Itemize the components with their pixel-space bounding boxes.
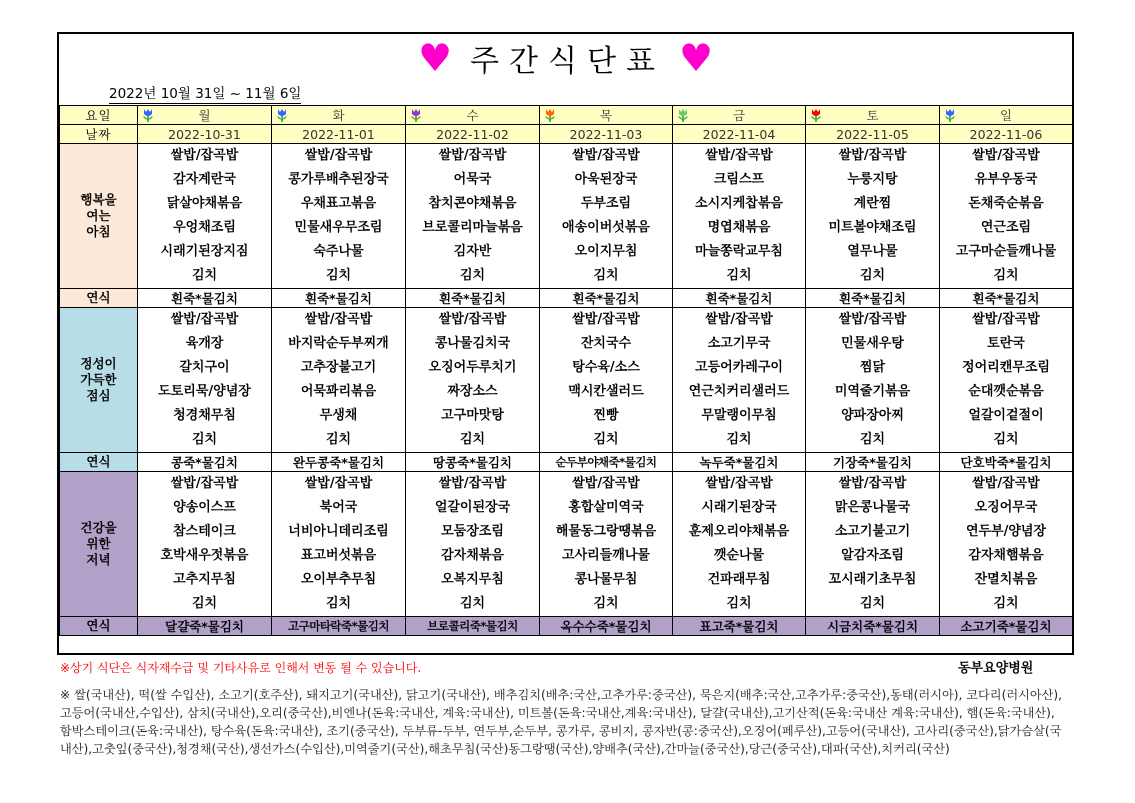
- menu-item: 쌀밥/잡곡밥: [838, 312, 907, 327]
- date-cell: 2022-11-06: [940, 125, 1073, 144]
- menu-item: 민물새우무조림: [294, 220, 383, 235]
- dinner-menu-cell: [540, 472, 673, 617]
- breakfast-menu-cell: [138, 144, 272, 289]
- day-header-cell: [272, 106, 406, 125]
- date-cell: 2022-11-03: [540, 125, 673, 144]
- menu-item: 육개장: [185, 336, 224, 351]
- menu-item: 참치콘야채볶음: [428, 196, 517, 211]
- breakfast-menu-cell: [940, 144, 1073, 289]
- menu-item: 김치: [859, 268, 886, 283]
- menu-item: 오징어무국: [974, 500, 1038, 515]
- menu-item: 김치: [726, 268, 752, 283]
- menu-item: 김치: [459, 596, 486, 611]
- menu-item: 오징어두루치기: [428, 360, 517, 375]
- dinner-menu-cell: [406, 472, 540, 617]
- menu-item: 쌀밥/잡곡밥: [170, 476, 239, 491]
- soft-diet-cell: 흰죽*물김치: [673, 289, 806, 308]
- menu-item: 호박새우젓볶음: [160, 548, 249, 563]
- flower-icon: [676, 108, 690, 122]
- menu-item: 청경채무침: [173, 408, 236, 423]
- menu-item: 얼갈이된장국: [434, 500, 511, 515]
- menu-item: 연근조림: [980, 220, 1032, 235]
- menu-item: 갈치구이: [179, 360, 230, 375]
- menu-item: 양송이스프: [173, 500, 236, 515]
- menu-item: 홍합살미역국: [568, 500, 644, 515]
- menu-item: 미트볼야채조림: [828, 220, 917, 235]
- menu-item: 훈제오리야채볶음: [688, 524, 790, 539]
- lunch-menu-cell: [940, 308, 1073, 453]
- lunch-menu-cell: [406, 308, 540, 453]
- soft-diet-cell: 표고죽*물김치: [673, 617, 806, 636]
- menu-frame: [57, 32, 1074, 655]
- menu-item: 짜장소스: [447, 384, 498, 399]
- day-name: 토: [866, 108, 879, 123]
- menu-item: 어묵국: [453, 172, 492, 187]
- menu-item: 쌀밥/잡곡밥: [572, 476, 640, 491]
- day-header-cell: [806, 106, 940, 125]
- menu-item: 민물새우탕: [841, 336, 904, 351]
- menu-item: 숙주나물: [313, 244, 364, 259]
- lunch-menu-cell: [138, 308, 272, 453]
- menu-item: 브로콜리마늘볶음: [422, 220, 523, 235]
- soft-diet-cell: 순두부야채죽*물김치: [540, 453, 673, 472]
- menu-item: 쌀밥/잡곡밥: [304, 476, 373, 491]
- menu-item: 쌀밥/잡곡밥: [304, 148, 373, 163]
- menu-item: 오복지무침: [441, 572, 504, 587]
- breakfast-menu-cell: [806, 144, 940, 289]
- menu-item: 콩나물무침: [574, 572, 638, 587]
- menu-item: 김치: [191, 596, 218, 611]
- menu-item: 고추지무침: [173, 572, 236, 587]
- menu-item: 양파장아찌: [841, 408, 904, 423]
- corner-date-label: 날짜: [60, 125, 138, 144]
- flower-icon: [275, 108, 289, 122]
- menu-item: 김치: [859, 596, 886, 611]
- menu-item: 김치: [191, 268, 218, 283]
- menu-item: 쌀밥/잡곡밥: [838, 148, 907, 163]
- date-cell: 2022-11-02: [406, 125, 540, 144]
- menu-item: 두부조림: [580, 196, 632, 211]
- soft-diet-cell: 흰죽*물김치: [406, 289, 540, 308]
- dinner-label: 건강을 위한 저녁: [60, 472, 138, 617]
- date-cell: 2022-11-04: [673, 125, 806, 144]
- menu-item: 바지락순두부찌개: [288, 336, 389, 351]
- heart-icon: ♥: [417, 36, 453, 80]
- soft-diet-cell: 땅콩죽*물김치: [406, 453, 540, 472]
- soft-diet-cell: 흰죽*물김치: [806, 289, 940, 308]
- menu-item: 맑은콩나물국: [834, 500, 911, 515]
- menu-item: 고추장불고기: [300, 360, 377, 375]
- day-name: 수: [466, 108, 479, 123]
- day-header-cell: [940, 106, 1073, 125]
- menu-item: 쌀밥/잡곡밥: [170, 148, 239, 163]
- change-notice: ※상기 식단은 식자재수급 및 기타사유로 인해서 변동 될 수 있습니다.: [60, 661, 422, 675]
- day-header-cell: [673, 106, 806, 125]
- menu-item: 찜닭: [859, 360, 886, 375]
- menu-item: 김치: [726, 596, 752, 611]
- flower-icon: [409, 108, 423, 122]
- date-cell: 2022-11-01: [272, 125, 406, 144]
- flower-icon: [141, 108, 155, 122]
- menu-item: 김치: [993, 268, 1019, 283]
- soft-diet-label: 연식: [60, 453, 138, 472]
- breakfast-soft-diet-row: [60, 289, 1073, 308]
- menu-item: 도토리묵/양념장: [158, 384, 251, 399]
- menu-item: 토란국: [987, 336, 1025, 351]
- menu-item: 연근치커리샐러드: [688, 384, 790, 399]
- menu-item: 시래기된장지짐: [160, 244, 249, 259]
- menu-item: 김치: [993, 432, 1019, 447]
- soft-diet-label: 연식: [60, 617, 138, 636]
- menu-item: 잔치국수: [580, 336, 632, 351]
- menu-item: 쌀밥/잡곡밥: [572, 148, 640, 163]
- menu-item: 표고버섯볶음: [300, 548, 377, 563]
- lunch-soft-diet-row: [60, 453, 1073, 472]
- menu-item: 소고기불고기: [834, 524, 911, 539]
- lunch-menu-cell: [272, 308, 406, 453]
- soft-diet-label: 연식: [60, 289, 138, 308]
- soft-diet-cell: 흰죽*물김치: [138, 289, 272, 308]
- breakfast-row: [60, 144, 1073, 289]
- soft-diet-cell: 고구마타락죽*물김치: [272, 617, 406, 636]
- menu-item: 쌀밥/잡곡밥: [705, 148, 773, 163]
- menu-item: 순대깻순볶음: [968, 384, 1044, 399]
- menu-item: 고구마순들깨나물: [955, 244, 1057, 259]
- origin-info: ※ 쌀(국내산), 떡(쌀 수입산), 소고기(호주산), 돼지고기(국내산), 닭고기(국내산), 배추김치(배추:국산,고추가루:중국산), 묵은지(배추:국산,고추가루:중국산),동태(러시아), 코다리(러시아산), 고등어(국내산,수입산), 삼치(국내산),오리(중국산),비엔나(돈육:국내산, 계육:국내산), 미트볼(돈육:국내산,계육:국내산), 달걀(국내산),고기산적(돈육:국내산 계육:국내산), 햄(돈육:국내산), 함박스테이크(돈육:국내산), 탕수육(돈육:국내산), 조기(중국산), 두부류-두부, 연두부,순두부, 콩가루, 콩비지, 콩자반(콩:중국산),오징어(페루산),고등어(국내산), 고사리(중국산),닭가슴살(국내산),고춧잎(중국산),청경채(국산),생선가스(수입산),미역줄기(국산),해초무침(국산)동그랑땡(국산),양배추(국산),간마늘(중국산),당근(중국산),대파(국산),치커리(국산): [60, 688, 1063, 756]
- menu-item: 김치: [459, 432, 486, 447]
- menu-item: 쌀밥/잡곡밥: [438, 148, 507, 163]
- menu-item: 콩가루배추된장국: [288, 172, 389, 187]
- menu-item: 마늘쫑락교무침: [695, 244, 783, 259]
- day-name: 일: [999, 108, 1013, 123]
- menu-item: 모둠장조림: [441, 524, 504, 539]
- menu-item: 쌀밥/잡곡밥: [170, 312, 239, 327]
- page-title: 주간식단표: [470, 44, 665, 79]
- flower-icon: [943, 108, 957, 122]
- day-header-cell: [540, 106, 673, 125]
- menu-item: 김치: [593, 268, 619, 283]
- menu-item: 감자채햄볶음: [968, 548, 1044, 563]
- heart-icon: ♥: [678, 36, 714, 80]
- menu-item: 소고기무국: [707, 336, 771, 351]
- menu-item: 고구마맛탕: [441, 408, 504, 423]
- breakfast-menu-cell: [540, 144, 673, 289]
- menu-item: 애송이버섯볶음: [562, 220, 650, 235]
- menu-item: 김치: [325, 268, 352, 283]
- menu-item: 쌀밥/잡곡밥: [972, 476, 1040, 491]
- menu-item: 맥시칸샐러드: [568, 384, 644, 399]
- soft-diet-cell: 시금치죽*물김치: [806, 617, 940, 636]
- menu-item: 김치: [593, 432, 619, 447]
- menu-item: 김치: [593, 596, 619, 611]
- soft-diet-cell: 콩죽*물김치: [138, 453, 272, 472]
- menu-item: 알감자조림: [841, 548, 904, 563]
- menu-item: 무생채: [319, 408, 358, 423]
- menu-item: 쌀밥/잡곡밥: [705, 312, 773, 327]
- lunch-menu-cell: [806, 308, 940, 453]
- menu-item: 연두부/양념장: [965, 524, 1047, 539]
- soft-diet-cell: 달걀죽*물김치: [138, 617, 272, 636]
- lunch-label: 정성이 가득한 점심: [60, 308, 138, 453]
- menu-item: 감자채볶음: [441, 548, 504, 563]
- dinner-soft-diet-row: [60, 617, 1073, 636]
- menu-item: 건파래무침: [707, 572, 771, 587]
- menu-item: 쌀밥/잡곡밥: [838, 476, 907, 491]
- menu-item: 쌀밥/잡곡밥: [304, 312, 373, 327]
- breakfast-label: 행복을 여는 아침: [60, 144, 138, 289]
- menu-item: 해물동그랑땡볶음: [555, 524, 657, 539]
- soft-diet-cell: 단호박죽*물김치: [940, 453, 1073, 472]
- breakfast-menu-cell: [406, 144, 540, 289]
- menu-item: 닭살야채볶음: [166, 196, 243, 211]
- menu-item: 잔멸치볶음: [974, 572, 1038, 587]
- flower-icon: [543, 108, 557, 122]
- menu-item: 돈채죽순볶음: [968, 196, 1044, 211]
- menu-item: 어묵꽈리볶음: [300, 384, 377, 399]
- dinner-menu-cell: [673, 472, 806, 617]
- day-name: 목: [599, 108, 613, 123]
- menu-item: 명엽채볶음: [707, 220, 771, 235]
- menu-item: 쌀밥/잡곡밥: [972, 312, 1040, 327]
- date-range: 2022년 10월 31일 ~ 11월 6일: [109, 86, 302, 102]
- menu-item: 꼬시래기초무침: [828, 572, 917, 587]
- lunch-menu-cell: [540, 308, 673, 453]
- menu-item: 시래기된장국: [701, 500, 777, 515]
- menu-item: 찐빵: [593, 408, 619, 423]
- menu-item: 참스테이크: [173, 524, 236, 539]
- menu-item: 소시지케찹볶음: [695, 196, 783, 211]
- day-name: 금: [732, 108, 746, 123]
- corner-day-label: 요일: [60, 106, 138, 125]
- menu-item: 김치: [325, 432, 352, 447]
- menu-item: 오이부추무침: [300, 572, 377, 587]
- menu-item: 무말랭이무침: [701, 408, 777, 423]
- soft-diet-cell: 흰죽*물김치: [272, 289, 406, 308]
- menu-item: 감자계란국: [173, 172, 236, 187]
- menu-item: 우엉채조림: [173, 220, 236, 235]
- menu-item: 김치: [859, 432, 886, 447]
- menu-item: 유부우동국: [974, 172, 1038, 187]
- menu-item: 김치: [325, 596, 352, 611]
- menu-item: 미역줄기볶음: [834, 384, 911, 399]
- dinner-menu-cell: [138, 472, 272, 617]
- day-name: 화: [332, 108, 345, 123]
- dinner-menu-cell: [940, 472, 1073, 617]
- soft-diet-cell: 완두콩죽*물김치: [272, 453, 406, 472]
- date-cell: 2022-11-05: [806, 125, 940, 144]
- soft-diet-cell: 기장죽*물김치: [806, 453, 940, 472]
- menu-item: 우채표고볶음: [300, 196, 377, 211]
- menu-item: 북어국: [319, 500, 358, 515]
- menu-item: 쌀밥/잡곡밥: [572, 312, 640, 327]
- menu-item: 너비아니데리조림: [288, 524, 389, 539]
- menu-item: 얼갈이겉절이: [968, 408, 1044, 423]
- lunch-row: [60, 308, 1073, 453]
- hospital-name: 동부요양병원: [958, 661, 1034, 676]
- menu-item: 콩나물김치국: [434, 336, 511, 351]
- title-row: [59, 34, 1072, 82]
- menu-item: 고사리들깨나물: [562, 548, 650, 563]
- weekly-menu-table: [59, 105, 1073, 636]
- day-header-cell: [406, 106, 540, 125]
- date-cell: 2022-10-31: [138, 125, 272, 144]
- menu-item: 열무나물: [847, 244, 898, 259]
- soft-diet-cell: 소고기죽*물김치: [940, 617, 1073, 636]
- menu-item: 김치: [726, 432, 752, 447]
- date-header-row: [60, 125, 1073, 144]
- breakfast-menu-cell: [272, 144, 406, 289]
- menu-item: 탕수육/소스: [572, 360, 640, 375]
- menu-item: 쌀밥/잡곡밥: [438, 312, 507, 327]
- menu-item: 쌀밥/잡곡밥: [705, 476, 773, 491]
- day-header-cell: [138, 106, 272, 125]
- menu-item: 계란찜: [853, 196, 892, 211]
- menu-item: 김치: [459, 268, 486, 283]
- menu-item: 아욱된장국: [574, 172, 638, 187]
- dinner-menu-cell: [272, 472, 406, 617]
- day-name: 월: [198, 108, 211, 123]
- day-header-row: [60, 106, 1073, 125]
- menu-item: 김자반: [453, 244, 492, 259]
- menu-item: 깻순나물: [713, 548, 765, 563]
- soft-diet-cell: 옥수수죽*물김치: [540, 617, 673, 636]
- dinner-row: [60, 472, 1073, 617]
- menu-item: 고등어카레구이: [695, 360, 783, 375]
- soft-diet-cell: 흰죽*물김치: [540, 289, 673, 308]
- menu-item: 김치: [191, 432, 218, 447]
- dinner-menu-cell: [806, 472, 940, 617]
- menu-item: 쌀밥/잡곡밥: [972, 148, 1040, 163]
- menu-item: 쌀밥/잡곡밥: [438, 476, 507, 491]
- soft-diet-cell: 흰죽*물김치: [940, 289, 1073, 308]
- menu-item: 정어리캔무조림: [962, 360, 1050, 375]
- flower-icon: [809, 108, 823, 122]
- menu-item: 누룽지탕: [847, 172, 898, 187]
- lunch-menu-cell: [673, 308, 806, 453]
- menu-item: 오이지무침: [574, 244, 638, 259]
- soft-diet-cell: 녹두죽*물김치: [673, 453, 806, 472]
- breakfast-menu-cell: [673, 144, 806, 289]
- menu-item: 김치: [993, 596, 1019, 611]
- menu-item: 크림스프: [713, 172, 765, 187]
- soft-diet-cell: 브로콜리죽*물김치: [406, 617, 540, 636]
